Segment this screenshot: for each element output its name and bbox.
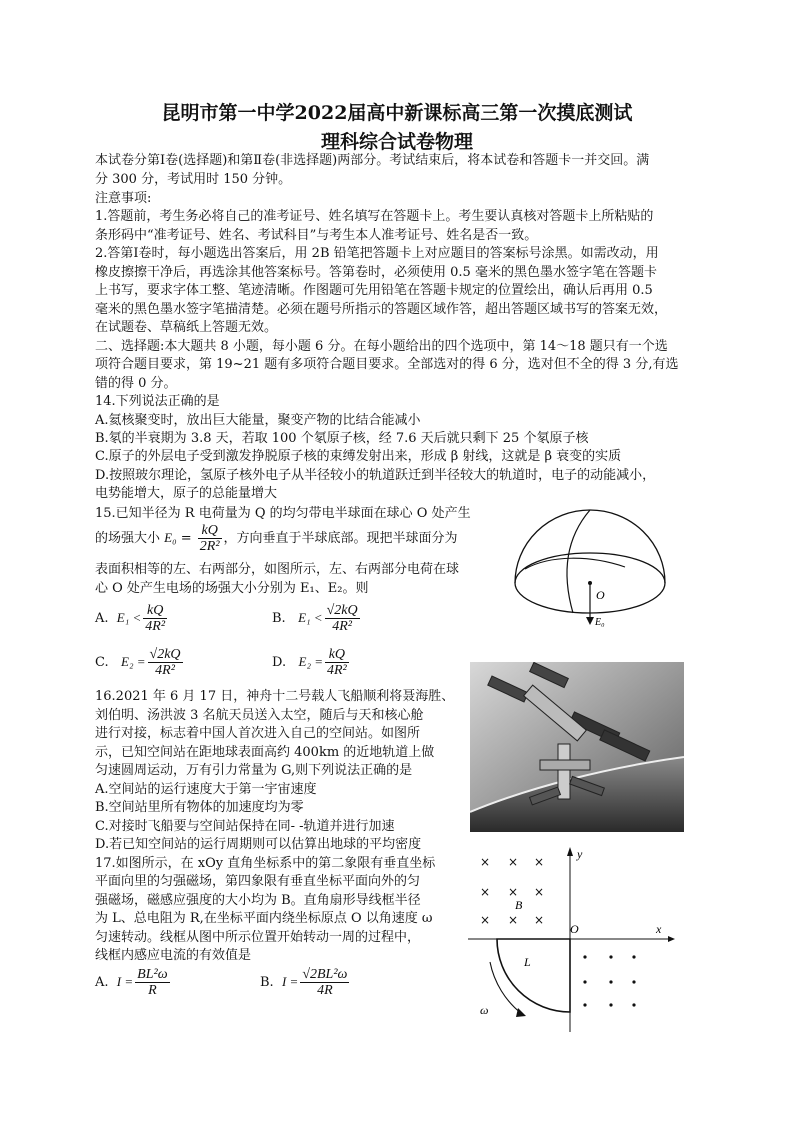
axis-x-label: x xyxy=(656,922,662,936)
fraction-denominator: 2R² xyxy=(199,539,220,554)
q17-line: 强磁场，磁感应强度的大小均为 B。直角扇形导线框半径 xyxy=(95,893,421,908)
q14-option-c: C.原子的外层电子受到激发挣脱原子核的束缚发射出来，形成 β 射线，这就是 β 衰变的实质 xyxy=(95,449,622,464)
svg-text:×: × xyxy=(534,885,545,899)
option-lhs: E₁ < xyxy=(298,610,323,625)
fraction-denominator: 4R² xyxy=(332,619,352,634)
fraction-numerator: √2BL²ω xyxy=(302,967,348,982)
fraction-denominator: 4R² xyxy=(155,663,175,678)
axis-y-label: y xyxy=(577,847,583,861)
q15-option-c xyxy=(95,647,185,678)
option-label: A. xyxy=(95,975,109,990)
q14-option-d: D.按照玻尔理论，氢原子核外电子从半径较小的轨道跃迁到半径较大的轨道时，电子的动能减小， xyxy=(95,468,656,483)
option-lhs: E₂ = xyxy=(298,654,323,669)
intro-line: 项符合题目要求，第 19~21 题有多项符合题目要求。全部选对的得 6 分，选对但不全的得 3 分,有选 xyxy=(95,357,679,372)
svg-text:×: × xyxy=(508,913,519,927)
q16-option-b: B.空间站里所有物体的加速度均为零 xyxy=(95,800,304,815)
fraction-numerator: √2kQ xyxy=(149,647,181,662)
fraction-denominator: 4R² xyxy=(145,619,166,634)
fraction-denominator: 4R xyxy=(317,983,333,998)
q15-option-d xyxy=(272,647,351,678)
intro-line: 橡皮擦擦干净后，再选涂其他答案标号。答第卷时，必须使用 0.5 毫米的黑色墨水签字笔在答题卡 xyxy=(95,265,657,280)
option-label: D. xyxy=(272,655,287,670)
q15-option-a xyxy=(95,603,169,634)
q17-line: 平面向里的匀强磁场，第四象限有垂直坐标平面向外的匀 xyxy=(95,874,421,889)
q15-line2 xyxy=(95,521,458,556)
option-fraction xyxy=(135,967,169,998)
option-fraction xyxy=(300,967,349,998)
radius-label-l: L xyxy=(524,955,531,969)
option-fraction xyxy=(325,603,360,634)
svg-text:×: × xyxy=(480,913,491,927)
q15-option-b xyxy=(272,603,362,634)
option-label: B. xyxy=(260,975,274,990)
hemisphere-figure xyxy=(505,505,675,630)
intro-line: 错的得 0 分。 xyxy=(95,376,177,391)
q15-eq: = xyxy=(176,531,196,546)
fraction-numerator: kQ xyxy=(325,647,349,663)
fraction-numerator: kQ xyxy=(198,523,222,539)
q15-line3: 表面积相等的左、右两部分，如图所示，左、右两部分电荷在球 xyxy=(95,562,460,577)
intro-line: 上书写，要求字体工整、笔迹清晰。作图题可先用铅笔在答题卡规定的位置绘出，确认后再用 0.5 xyxy=(95,283,653,298)
q15-text: ，方向垂直于半球底部。现把半球面分为 xyxy=(223,531,458,546)
q16-line: 刘伯明、汤洪波 3 名航天员送入太空，随后与天和核心舱 xyxy=(95,708,424,723)
svg-text:×: × xyxy=(480,855,491,869)
q14-option-a: A.氦核聚变时，放出巨大能量，聚变产物的比结合能减小 xyxy=(95,413,421,428)
q16-option-d: D.若已知空间站的运行周期则可以估算出地球的平均密度 xyxy=(95,837,422,852)
q14-stem: 14.下列说法正确的是 xyxy=(95,394,220,409)
option-fraction xyxy=(148,647,183,678)
q17-option-a xyxy=(95,967,172,998)
svg-text:×: × xyxy=(480,885,491,899)
option-lhs: E₂ = xyxy=(121,654,146,669)
q17-line: 为 L、总电阻为 R,在坐标平面内绕坐标原点 O 以角速度 ω xyxy=(95,911,433,926)
option-fraction xyxy=(325,647,349,678)
option-label: C. xyxy=(95,655,109,670)
omega-label: ω xyxy=(480,1003,489,1017)
option-label: B. xyxy=(272,611,286,626)
fraction-numerator: BL²ω xyxy=(137,967,168,982)
q17-line: 17.如图所示，在 xOy 直角坐标系中的第二象限有垂直坐标 xyxy=(95,856,436,871)
q17-option-b xyxy=(260,967,351,998)
intro-line: 分 300 分，考试用时 150 分钟。 xyxy=(95,172,292,187)
q16-line: 示，已知空间站在距地球表面高约 400km 的近地轨道上做 xyxy=(95,745,435,760)
fraction-denominator: R xyxy=(148,983,157,998)
fraction-numerator: √2kQ xyxy=(326,603,358,618)
field-label-b: B xyxy=(515,898,523,912)
q16-line: 16.2021 年 6 月 17 日，神舟十二号载人飞船顺利将聂海胜、 xyxy=(95,689,455,704)
intro-line: 2.答第Ⅰ卷时，每小题选出答案后，用 2B 铅笔把答题卡上对应题目的答案标号涂黑。如需改动，用 xyxy=(95,246,659,261)
q17-line: 线框内感应电流的有效值是 xyxy=(95,948,252,963)
q16-line: 匀速圆周运动，万有引力常量为 G,则下列说法正确的是 xyxy=(95,763,413,778)
q16-option-a: A.空间站的运行速度大于第一宇宙速度 xyxy=(95,782,317,797)
fig-label-e0: E₀ xyxy=(595,617,605,628)
q15-fraction xyxy=(198,523,222,554)
intro-line: 毫米的黑色墨水签字笔描清楚。必须在题号所指示的答题区域作答，超出答题区域书写的答案无效， xyxy=(95,302,668,317)
magnetic-field-figure xyxy=(468,842,678,1032)
option-lhs: I = xyxy=(281,974,299,989)
fraction-denominator: 4R² xyxy=(326,663,347,678)
q15-line4: 心 O 处产生电场的场强大小分别为 E₁、E₂。则 xyxy=(95,581,369,596)
space-station-photo xyxy=(470,662,684,832)
option-lhs: I = xyxy=(116,974,134,989)
intro-line: 二、选择题:本大题共 8 小题，每小题 6 分。在每小题给出的四个选项中，第 14～18 题只有一个选 xyxy=(95,339,668,354)
q14-option-d-cont: 电势能增大，原子的总能量增大 xyxy=(95,486,278,501)
q17-line: 匀速转动。线框从图中所示位置开始转动一周的过程中， xyxy=(95,930,421,945)
svg-text:×: × xyxy=(508,885,519,899)
q15-e0: E₀ xyxy=(164,530,177,545)
option-label: A. xyxy=(95,611,109,626)
page-title: 昆明市第一中学2022届高中新课标高三第一次摸底测试 xyxy=(161,102,633,124)
q15-text: 的场强大小 xyxy=(95,531,165,546)
q15-line1: 15.已知半径为 R 电荷量为 Q 的均匀带电半球面在球心 O 处产生 xyxy=(95,506,471,521)
q16-line: 进行对接，标志着中国人首次进入自己的空间站。如图所 xyxy=(95,726,421,741)
intro-line: 注意事项: xyxy=(95,191,152,206)
svg-text:×: × xyxy=(534,855,545,869)
svg-text:×: × xyxy=(534,913,545,927)
intro-line: 本试卷分第Ⅰ卷(选择题)和第Ⅱ卷(非选择题)两部分。考试结束后，将本试卷和答题卡一并交回。满 xyxy=(95,153,650,168)
option-lhs: E₁ < xyxy=(116,610,142,625)
fig-label-o: O xyxy=(596,588,605,602)
q14-option-b: B.氡的半衰期为 3.8 天，若取 100 个氡原子核，经 7.6 天后就只剩下 25 个氡原子核 xyxy=(95,431,589,446)
option-fraction xyxy=(143,603,167,634)
intro-line: 在试题卷、草稿纸上答题无效。 xyxy=(95,320,278,335)
page-subtitle: 理科综合试卷物理 xyxy=(320,131,473,153)
intro-line: 条形码中“准考证号、姓名、考试科目”与考生本人准考证号、姓名是否一致。 xyxy=(95,228,538,243)
svg-text:×: × xyxy=(508,855,519,869)
q16-option-c: C.对接时飞船要与空间站保持在同- -轨道并进行加速 xyxy=(95,819,395,834)
intro-line: 1.答题前，考生务必将自己的准考证号、姓名填写在答题卡上。考生要认真核对答题卡上所粘贴的 xyxy=(95,209,654,224)
origin-label: O xyxy=(570,922,579,936)
fraction-numerator: kQ xyxy=(143,603,167,619)
